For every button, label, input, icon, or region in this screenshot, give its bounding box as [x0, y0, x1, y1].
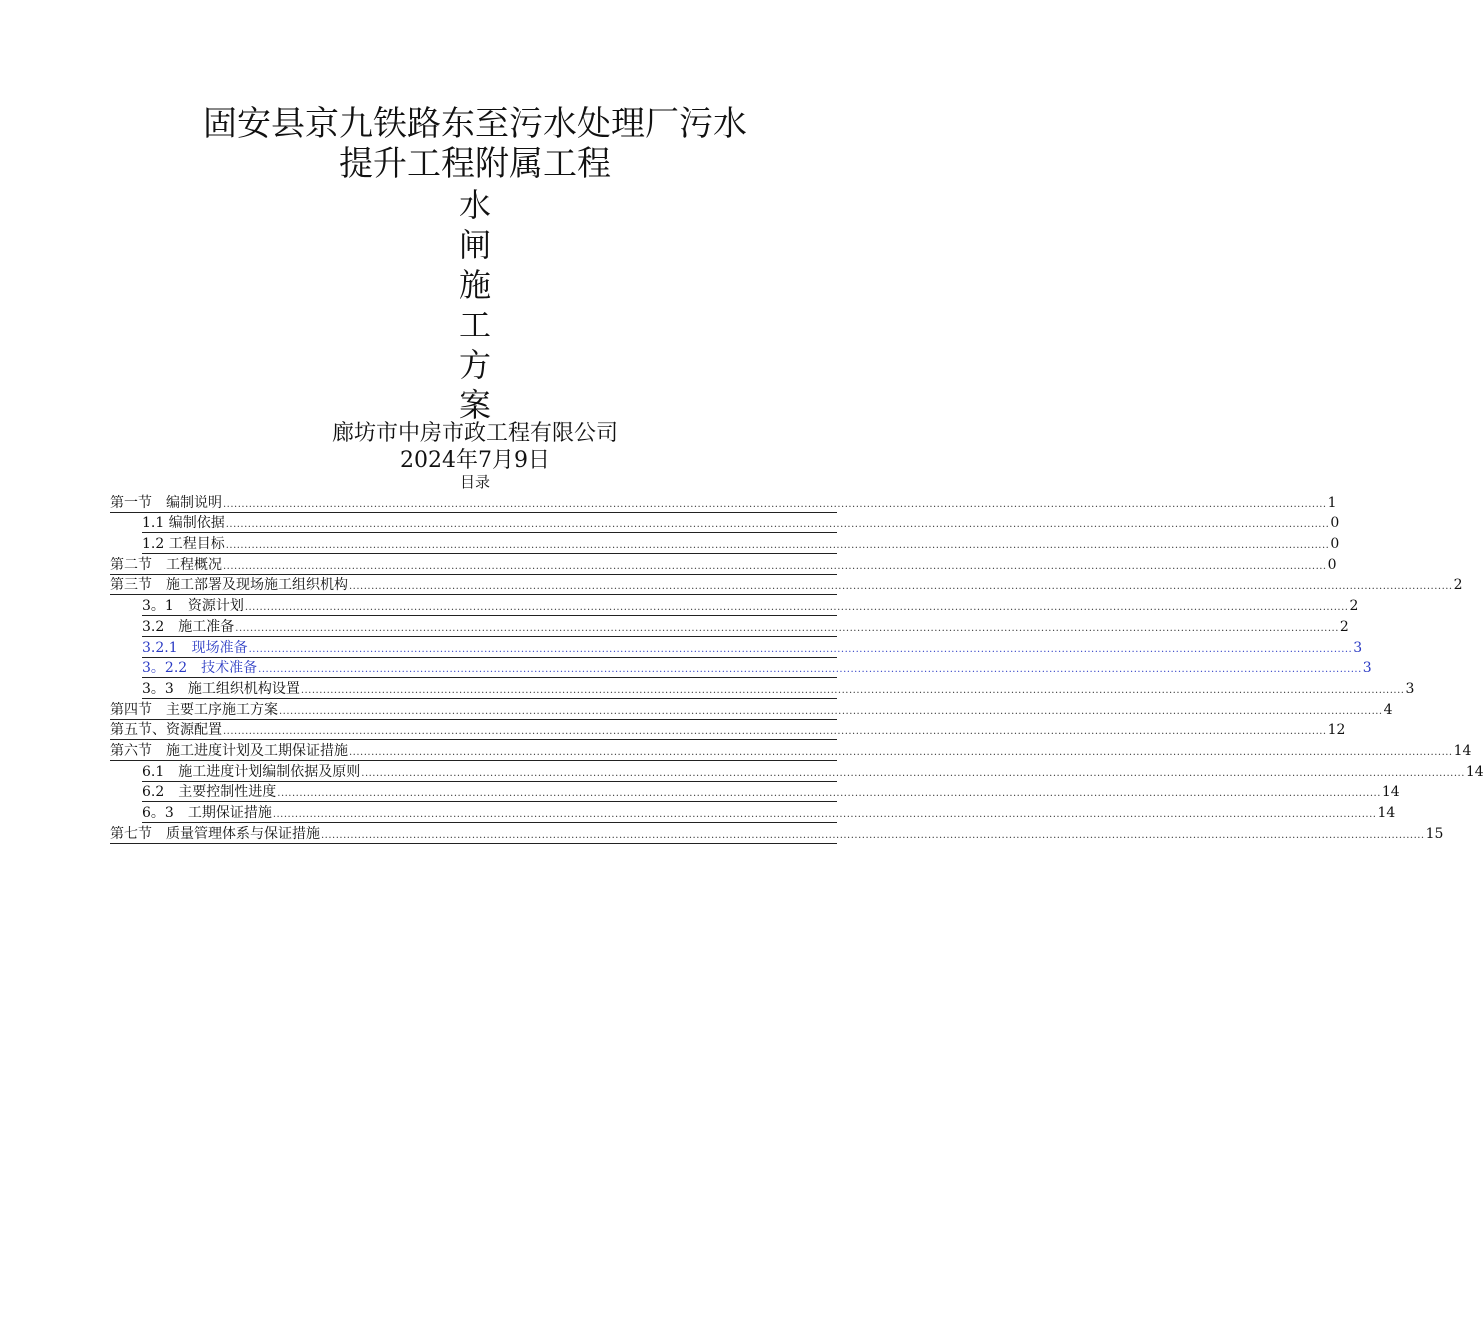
toc-leader: ............................................................................................................................................................................................................................................................................................................	[225, 519, 1330, 531]
toc-leader: ............................................................................................................................................................................................................................................................................................................	[349, 581, 1453, 593]
toc-entry-label: 3。2.2 技术准备	[142, 660, 258, 677]
toc-entry-label: 6。3 工期保证措施	[142, 805, 272, 821]
vertical-title-char: 案	[458, 386, 491, 424]
toc-entry-label: 1.2 工程目标	[142, 536, 225, 553]
toc-entry-page: 2	[1339, 618, 1349, 635]
toc-entry-label: 6.2 主要控制性进度	[142, 784, 277, 801]
toc-entry-label: 3.2 施工准备	[142, 618, 235, 635]
toc-entry-label: 6.1 施工进度计划编制依据及原则	[142, 763, 361, 780]
toc-entry-page: 14	[1377, 805, 1396, 821]
toc-leader: ............................................................................................................................................................................................................................................................................................................	[279, 705, 1383, 717]
toc-entry[interactable]	[110, 740, 1472, 761]
table-of-contents	[110, 492, 1484, 844]
toc-entry[interactable]	[110, 554, 1337, 575]
toc-entry[interactable]	[142, 761, 1484, 782]
toc-entry-page: 0	[1330, 536, 1340, 553]
toc-leader: ............................................................................................................................................................................................................................................................................................................	[248, 643, 1353, 655]
toc-leader: ............................................................................................................................................................................................................................................................................................................	[361, 767, 1465, 779]
toc-entry-page: 3	[1353, 639, 1363, 656]
toc-entry-page: 0	[1330, 515, 1340, 532]
document-title-line2: 提升工程附属工程	[339, 144, 611, 184]
toc-leader: ............................................................................................................................................................................................................................................................................................................	[349, 746, 1453, 758]
toc-entry-label: 第五节、资源配置	[110, 722, 222, 739]
toc-entry-page: 12	[1327, 722, 1346, 739]
toc-entry-label: 第二节 工程概况	[110, 556, 222, 573]
toc-entry[interactable]	[110, 699, 1393, 720]
toc-leader: ............................................................................................................................................................................................................................................................................................................	[225, 540, 1330, 552]
vertical-title-char: 闸	[458, 226, 491, 264]
toc-leader: ............................................................................................................................................................................................................................................................................................................	[321, 829, 1425, 841]
toc-entry-label: 第一节 编制说明	[110, 494, 222, 511]
toc-entry-page: 2	[1453, 577, 1463, 594]
vertical-title-char: 方	[458, 346, 491, 384]
toc-entry[interactable]	[142, 782, 1400, 803]
toc-entry-label: 第六节 施工进度计划及工期保证措施	[110, 742, 348, 759]
document-date: 2024年7月9日	[400, 448, 550, 473]
toc-heading: 目录	[459, 473, 490, 491]
toc-entry-page: 0	[1327, 556, 1337, 573]
toc-entry-page: 3	[1405, 680, 1415, 697]
toc-entry-page: 4	[1383, 701, 1393, 718]
toc-entry-page: 3	[1362, 660, 1372, 677]
toc-entry[interactable]	[142, 678, 1415, 699]
toc-entry-page: 14	[1465, 763, 1484, 780]
toc-entry-page: 14	[1381, 784, 1400, 801]
toc-leader: ............................................................................................................................................................................................................................................................................................................	[300, 684, 1405, 696]
vertical-title-char: 施	[458, 266, 491, 304]
toc-leader: ............................................................................................................................................................................................................................................................................................................	[223, 726, 1327, 738]
toc-entry-label: 3。3 施工组织机构设置	[142, 680, 300, 697]
toc-entry-label: 1.1 编制依据	[142, 515, 225, 532]
toc-leader: ............................................................................................................................................................................................................................................................................................................	[277, 788, 1381, 800]
toc-entry[interactable]	[110, 492, 1337, 513]
toc-entry[interactable]	[142, 658, 1372, 679]
company-name: 廊坊市中房市政工程有限公司	[331, 421, 618, 446]
toc-entry-page: 15	[1425, 825, 1444, 842]
vertical-title-char: 工	[458, 306, 491, 344]
toc-entry-label: 3。1 资源计划	[142, 598, 244, 615]
toc-leader: ............................................................................................................................................................................................................................................................................................................	[223, 560, 1327, 572]
toc-leader: ............................................................................................................................................................................................................................................................................................................	[223, 498, 1327, 510]
toc-entry[interactable]	[142, 595, 1359, 616]
toc-leader: ............................................................................................................................................................................................................................................................................................................	[244, 602, 1349, 614]
toc-leader: ............................................................................................................................................................................................................................................................................................................	[272, 809, 1377, 820]
toc-entry-page: 1	[1327, 494, 1337, 511]
toc-leader: ............................................................................................................................................................................................................................................................................................................	[258, 664, 1362, 676]
toc-entry[interactable]	[142, 637, 1363, 658]
toc-entry-label: 第七节 质量管理体系与保证措施	[110, 825, 320, 842]
toc-entry-page: 14	[1453, 742, 1472, 759]
toc-entry-page: 2	[1349, 598, 1359, 615]
toc-entry[interactable]	[142, 616, 1349, 637]
toc-entry-label: 第四节 主要工序施工方案	[110, 701, 278, 718]
toc-entry-label: 3.2.1 现场准备	[142, 639, 248, 656]
toc-entry[interactable]	[110, 823, 1444, 844]
toc-entry[interactable]	[142, 513, 1340, 534]
toc-entry-label: 第三节 施工部署及现场施工组织机构	[110, 577, 348, 594]
toc-entry[interactable]	[110, 720, 1346, 741]
toc-entry[interactable]	[110, 575, 1463, 596]
toc-leader: ............................................................................................................................................................................................................................................................................................................	[235, 622, 1339, 634]
toc-entry[interactable]	[142, 802, 1396, 823]
document-title-line1: 固安县京九铁路东至污水处理厂污水	[203, 104, 747, 144]
toc-entry[interactable]	[142, 533, 1340, 554]
vertical-title-char: 水	[458, 186, 491, 224]
